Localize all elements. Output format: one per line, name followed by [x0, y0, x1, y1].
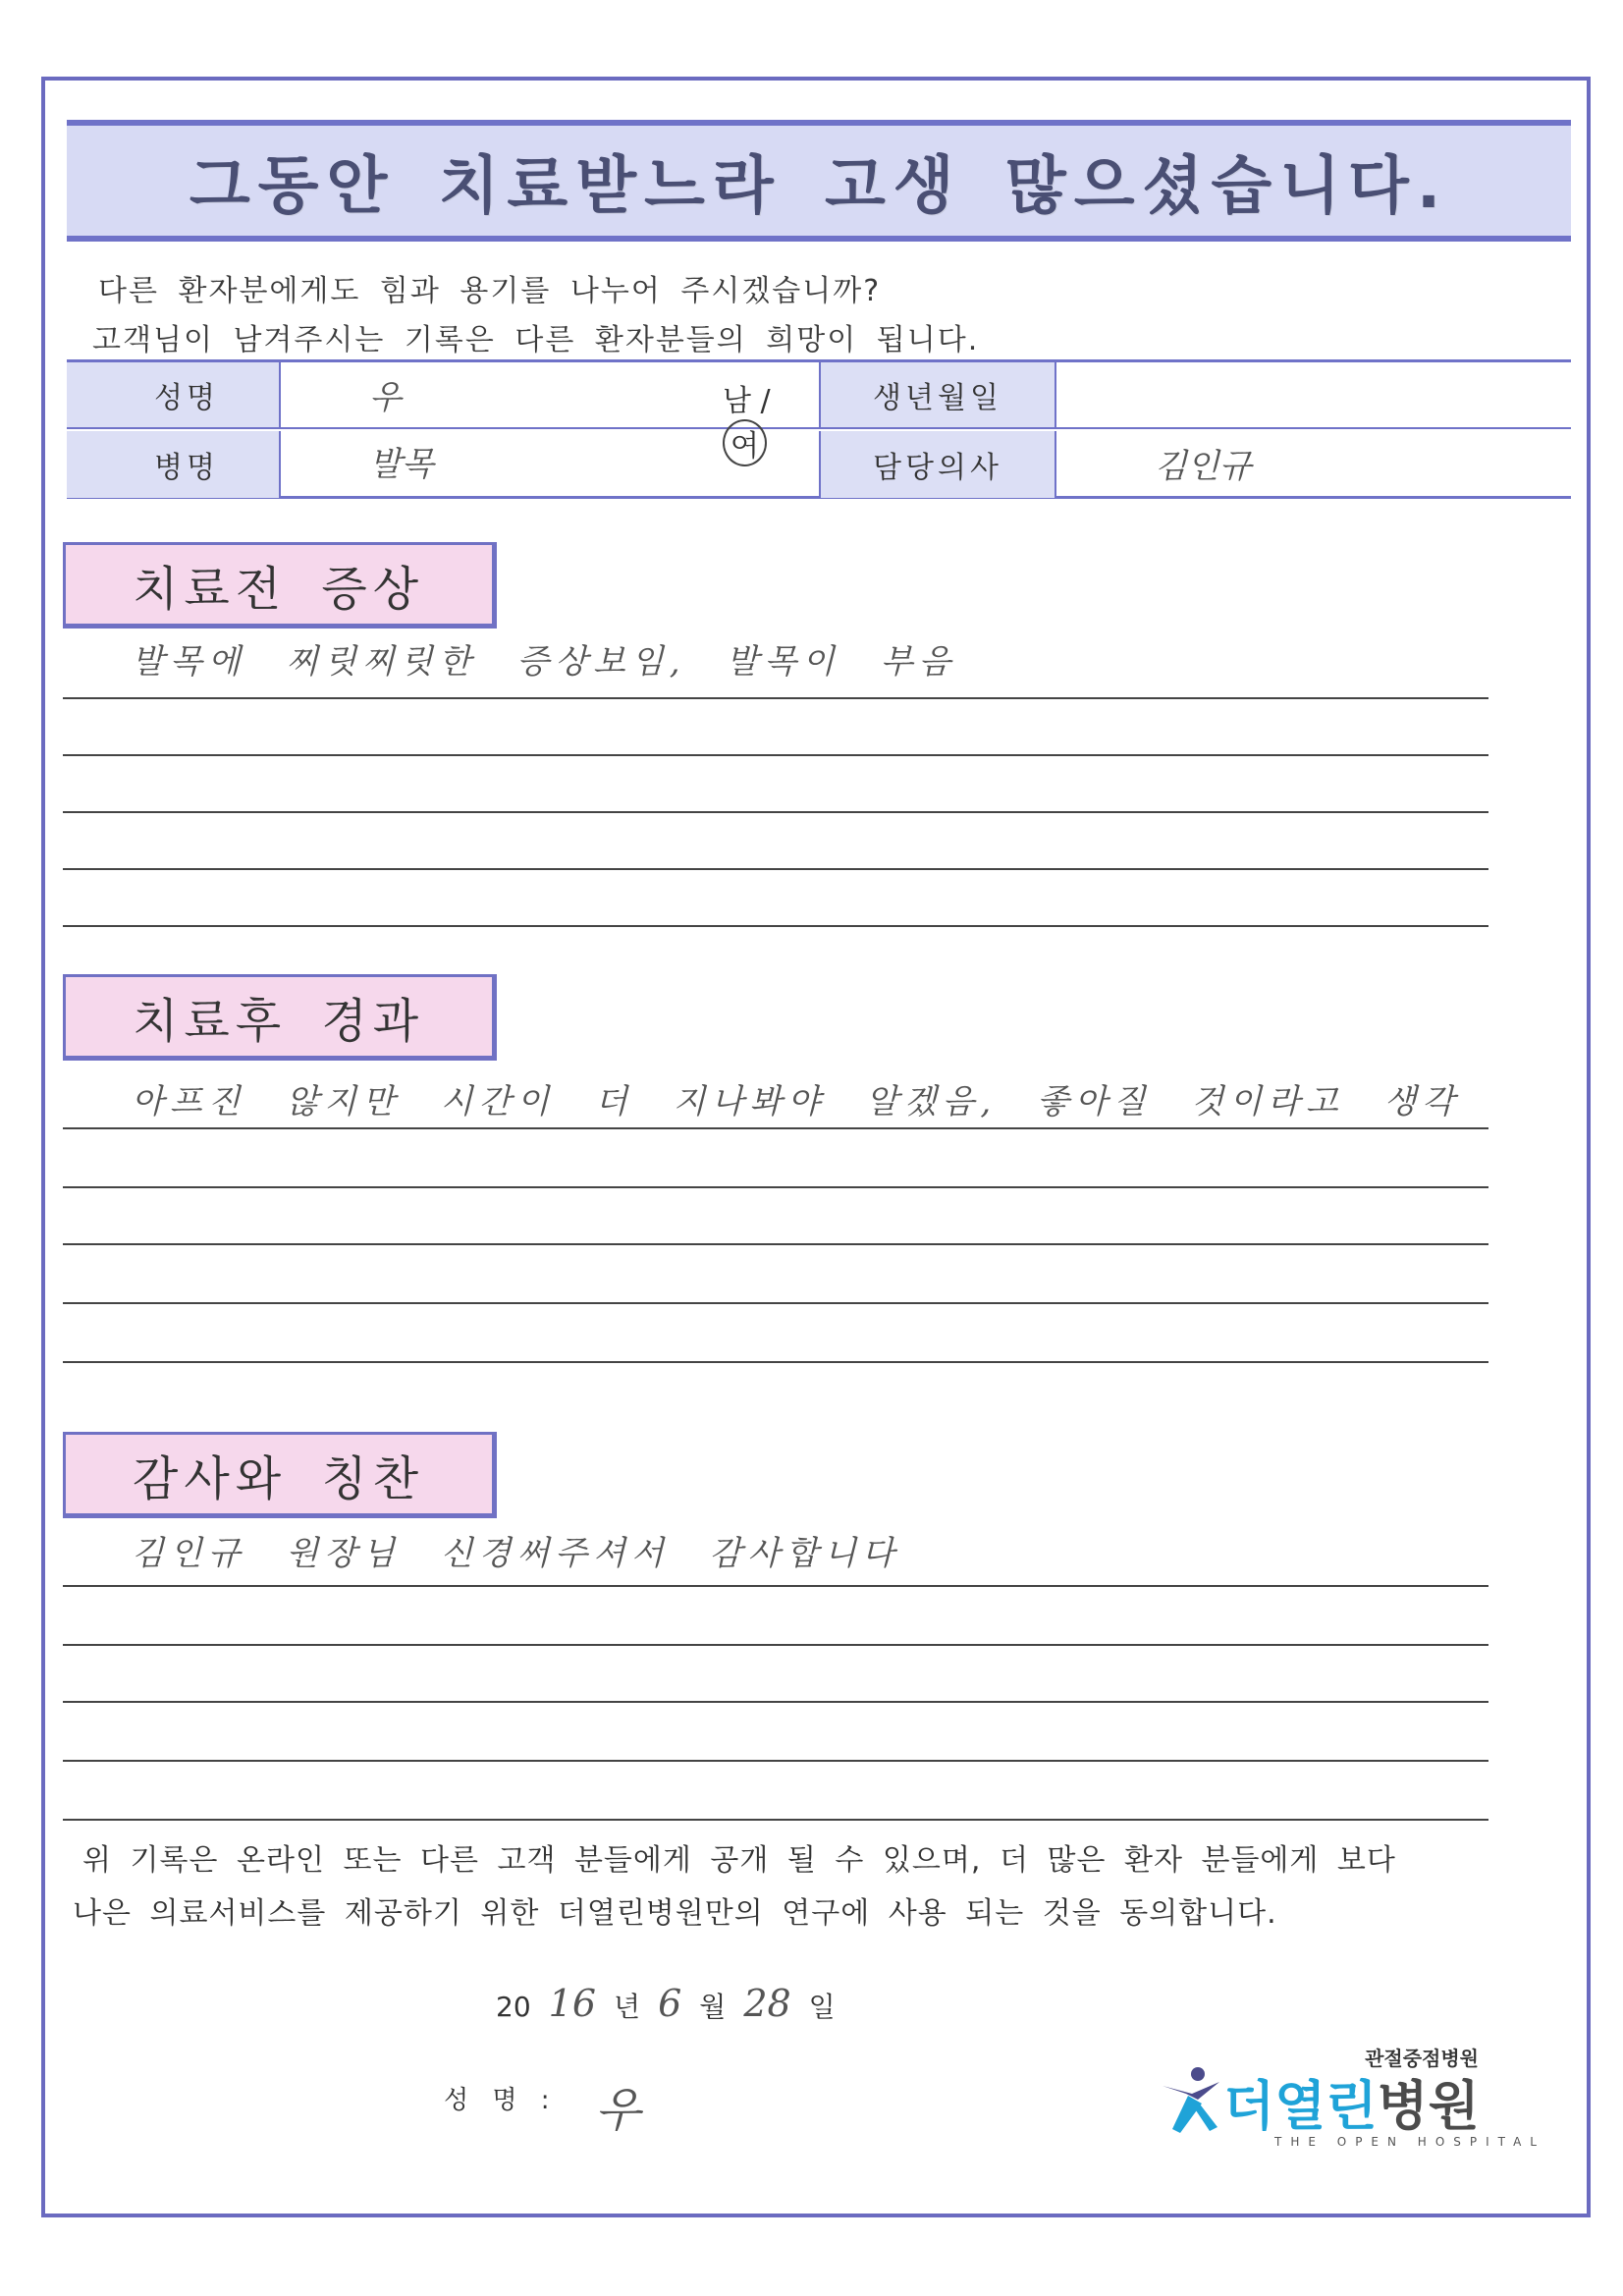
signature-value[interactable]: 우 [595, 2083, 641, 2138]
doctor-value: 김인규 [1155, 447, 1252, 486]
write-line [63, 868, 1488, 870]
consent-line-2: 나은 의료서비스를 제공하기 위한 더열린병원만의 연구에 사용 되는 것을 동의합니다. [73, 1896, 1277, 1931]
logo-name-part1: 더열린 [1223, 2075, 1378, 2137]
consent-line-1: 위 기록은 온라인 또는 다른 고객 분들에게 공개 될 수 있으며, 더 많은 환자 분들에게 보다 [82, 1843, 1396, 1878]
disease-label: 병명 [67, 431, 279, 498]
thanks-text: 김인규 원장님 신경써주셔서 감사합니다 [132, 1534, 900, 1573]
write-line [63, 1302, 1488, 1304]
after-text: 아프진 않지만 시간이 더 지나봐야 알겠음, 좋아질 것이라고 생각 [132, 1082, 1461, 1121]
write-line [63, 1819, 1488, 1821]
write-line [63, 754, 1488, 756]
name-cell[interactable] [279, 362, 819, 464]
doctor-label: 담당의사 [819, 431, 1055, 498]
patient-name-value: 우 [369, 378, 402, 417]
date-day-unit: 일 [808, 1991, 836, 2023]
date-year-unit: 년 [614, 1991, 641, 2023]
date-month[interactable]: 6 [658, 1982, 682, 2025]
date-prefix: 20 [496, 1991, 531, 2023]
section-heading-before: 치료전 증상 [63, 542, 497, 629]
write-line [63, 1243, 1488, 1245]
logo-name-part2: 병원 [1377, 2075, 1480, 2137]
date-field[interactable] [496, 1982, 836, 2025]
info-row-2 [67, 431, 1571, 498]
gender-female-selected[interactable]: 여 [723, 419, 767, 466]
disease-cell[interactable] [279, 431, 819, 498]
intro-line-2: 고객님이 남겨주시는 기록은 다른 환자분들의 희망이 됩니다. [92, 323, 980, 357]
write-line [63, 697, 1488, 699]
write-line [63, 1760, 1488, 1762]
before-text: 발목에 찌릿찌릿한 증상보임, 발목이 부음 [132, 642, 957, 682]
write-line [63, 1361, 1488, 1363]
page-title: 그동안 치료받느라 고생 많으셨습니다. [189, 150, 1449, 223]
section-lines-thanks[interactable] [63, 1512, 1488, 1827]
consent-text [73, 1834, 1396, 1941]
write-line [63, 1127, 1488, 1129]
section-lines-before[interactable] [63, 621, 1488, 935]
logo-english: THE OPEN HOSPITAL [1274, 2135, 1545, 2149]
birth-label: 생년월일 [819, 362, 1055, 427]
date-year[interactable]: 16 [548, 1982, 596, 2025]
intro-line-1: 다른 환자분에게도 힘과 용기를 나누어 주시겠습니까? [98, 274, 882, 308]
gender-male[interactable]: 남 / [723, 384, 771, 418]
section-heading-thanks: 감사와 칭찬 [63, 1432, 497, 1518]
write-line [63, 1585, 1488, 1587]
info-row-1 [67, 362, 1571, 464]
write-line [63, 1701, 1488, 1703]
birth-value[interactable] [1055, 362, 1571, 427]
logo-name [1223, 2064, 1480, 2140]
logo-subtitle: 관절중점병원 [1365, 2047, 1479, 2070]
doctor-cell[interactable] [1055, 431, 1571, 498]
title-band [67, 120, 1571, 242]
section-heading-after: 치료후 경과 [63, 974, 497, 1061]
date-month-unit: 월 [699, 1991, 727, 2023]
section-lines-after[interactable] [63, 1055, 1488, 1369]
patient-info-table [67, 359, 1571, 499]
name-label: 성명 [67, 362, 279, 427]
write-line [63, 925, 1488, 927]
write-line [63, 1644, 1488, 1646]
write-line [63, 811, 1488, 813]
intro-text [92, 267, 980, 365]
logo-figure-icon [1159, 2064, 1225, 2137]
disease-value: 발목 [369, 445, 434, 484]
date-day[interactable]: 28 [743, 1982, 791, 2025]
write-line [63, 1186, 1488, 1188]
signature-label: 성 명 : [444, 2086, 558, 2115]
hospital-logo [1159, 2043, 1545, 2151]
